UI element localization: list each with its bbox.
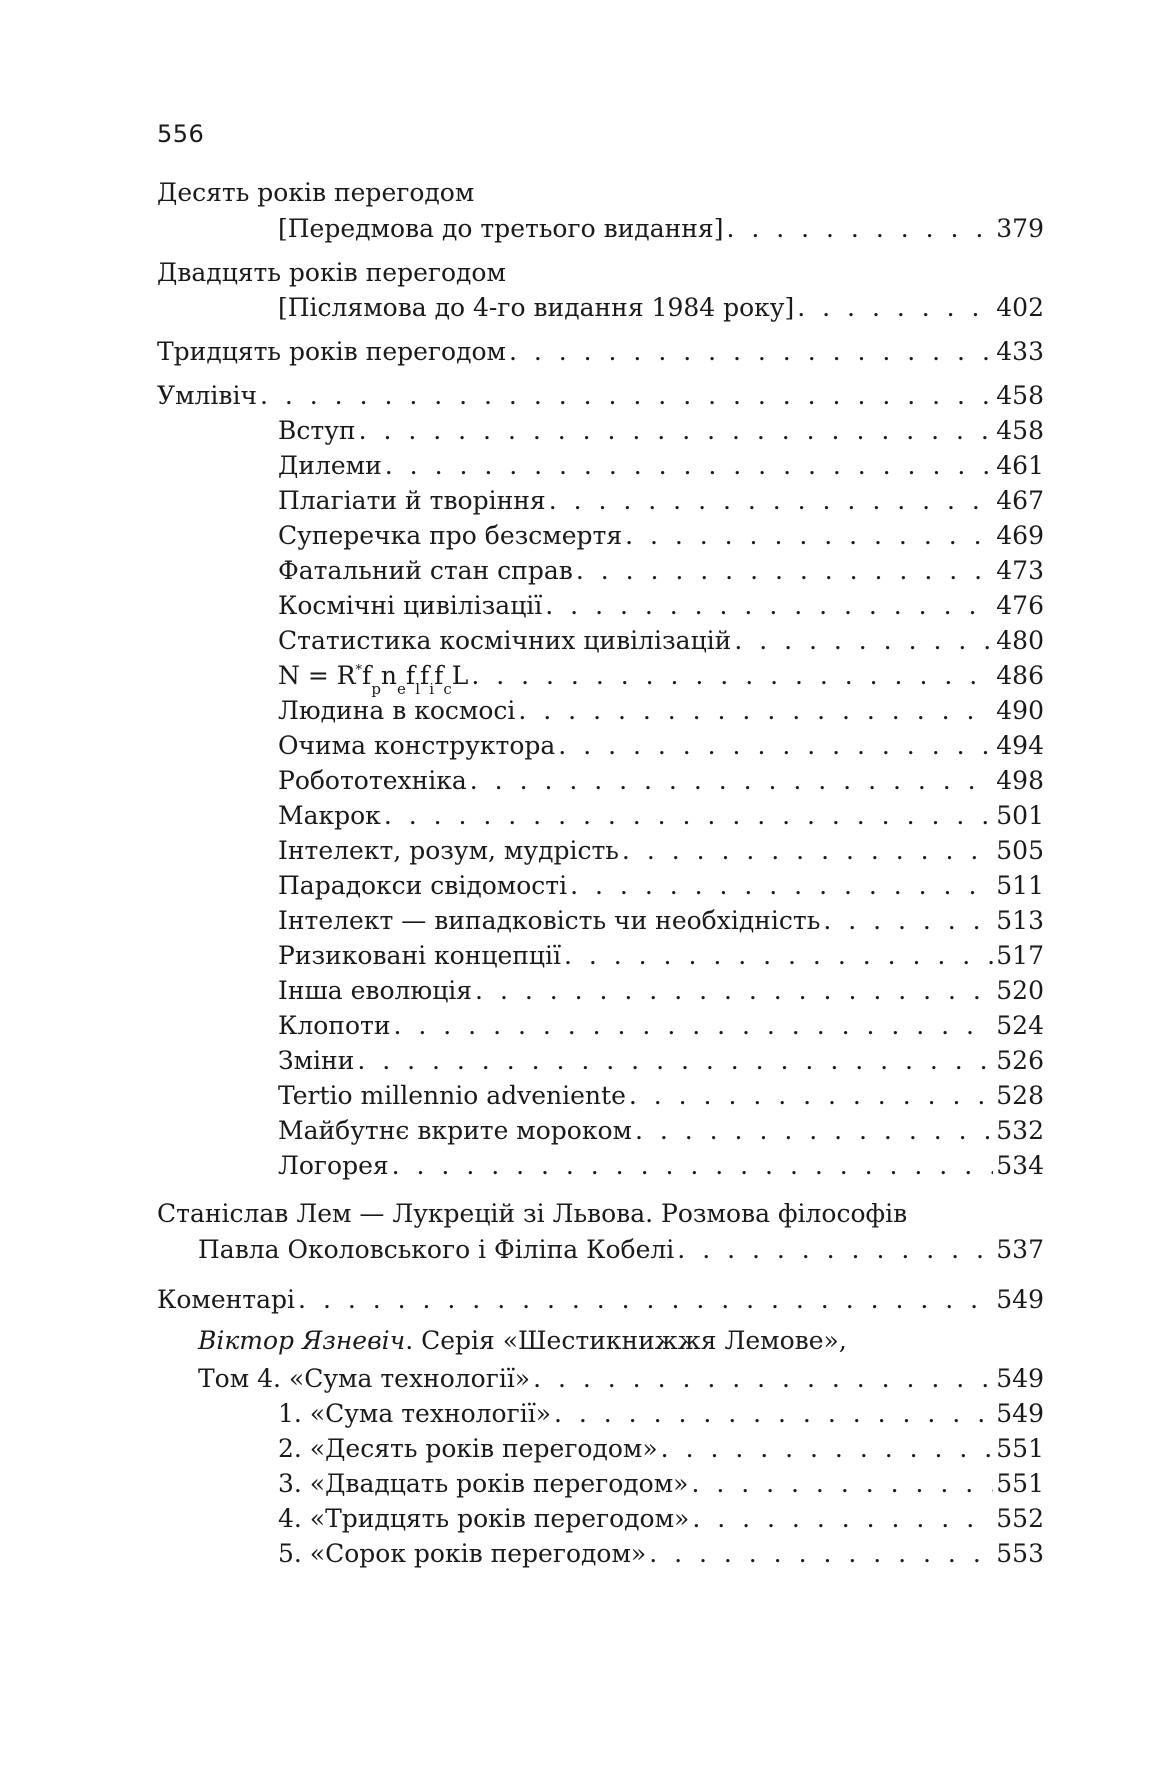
formula-part: f (362, 661, 372, 690)
toc-entry-page: 549 (996, 1285, 1044, 1314)
toc-comment-subentry[interactable] (278, 1469, 1044, 1499)
leader-dots (394, 1011, 994, 1041)
drake-formula (278, 661, 468, 696)
leader-dots (509, 337, 993, 367)
toc-subentry[interactable] (278, 801, 1044, 831)
toc-entry-page: 537 (996, 1235, 1044, 1264)
page-number: 556 (157, 120, 205, 148)
leader-dots (475, 976, 993, 1006)
formula-part: f (420, 661, 430, 690)
toc-entry-title: Тридцять років перегодом (157, 337, 506, 366)
leader-dots (635, 1116, 993, 1146)
formula-part: * (355, 663, 363, 678)
leader-dots (359, 416, 994, 446)
toc-subentry[interactable] (278, 976, 1044, 1006)
toc-entry-page: 486 (996, 661, 1044, 690)
toc-entry-title: 2. «Десять років перегодом» (278, 1434, 658, 1463)
leader-dots (549, 486, 994, 516)
toc-entry-page: 461 (996, 451, 1044, 480)
toc-subentry[interactable] (278, 836, 1044, 866)
formula-part: i (429, 680, 435, 698)
toc-entry-page: 458 (996, 416, 1044, 445)
toc-subentry[interactable] (278, 1151, 1044, 1181)
toc-entry-page: 552 (996, 1504, 1044, 1533)
toc-entry-title: Макрок (278, 801, 381, 830)
leader-dots (576, 556, 993, 586)
leader-dots (625, 521, 993, 551)
author-name: Віктор Язневіч (198, 1326, 406, 1355)
toc-entry-twenty-years[interactable] (278, 293, 1044, 323)
toc-entry-title: Космічні цивілізації (278, 591, 543, 620)
leader-dots (734, 626, 993, 656)
toc-subentry[interactable] (278, 416, 1044, 446)
leader-dots (385, 451, 994, 481)
leader-dots (797, 293, 993, 323)
toc-entry-page: 513 (996, 906, 1044, 935)
toc-entry-title: 3. «Двадцать років перегодом» (278, 1469, 689, 1498)
toc-entry-title: Парадокси свідомості (278, 871, 568, 900)
toc-entry-title: Логорея (278, 1151, 389, 1180)
toc-entry-page: 551 (996, 1434, 1044, 1463)
toc-entry-title: Інтелект, розум, мудрість (278, 836, 619, 865)
toc-entry-umlivich[interactable] (157, 381, 1044, 411)
toc-subentry[interactable] (278, 871, 1044, 901)
leader-dots (470, 766, 994, 796)
toc-entry-title: Коментарі (157, 1285, 296, 1314)
toc-entry-page: 501 (996, 801, 1044, 830)
leader-dots (691, 1469, 993, 1499)
leader-dots (629, 1081, 993, 1111)
toc-entry-title: Клопоти (278, 1011, 391, 1040)
toc-entry-page: 549 (996, 1364, 1044, 1393)
formula-part: p (371, 680, 381, 698)
toc-entry-page: 458 (996, 381, 1044, 410)
toc-subentry[interactable] (278, 1011, 1044, 1041)
toc-entry-page: 494 (996, 731, 1044, 760)
leader-dots (392, 1151, 994, 1181)
toc-entry-page: 467 (996, 486, 1044, 515)
leader-dots (677, 1235, 993, 1265)
leader-dots (570, 871, 993, 901)
toc-subentry[interactable] (278, 906, 1044, 936)
toc-entry-title: Людина в космосі (278, 696, 516, 725)
toc-entry-page: 480 (996, 626, 1044, 655)
leader-dots (622, 836, 993, 866)
toc-entry-page: 532 (996, 1116, 1044, 1145)
formula-part: L (451, 661, 469, 690)
formula-part: f (405, 661, 416, 690)
toc-heading-ten-years: Десять років перегодом (157, 178, 475, 207)
toc-entry-title: Майбутнє вкрите мороком (278, 1116, 632, 1145)
formula-part: n (380, 661, 398, 690)
toc-subentry[interactable] (278, 591, 1044, 621)
toc-entry-title: Ризиковані концепції (278, 941, 561, 970)
formula-part: l (415, 680, 420, 698)
leader-dots (298, 1285, 993, 1315)
toc-entry-thirty-years[interactable] (157, 337, 1044, 367)
toc-entry-title: 5. «Сорок років перегодом» (278, 1539, 647, 1568)
toc-subentry[interactable] (278, 1081, 1044, 1111)
toc-entry-title: Tertio millennio adveniente (278, 1081, 626, 1110)
formula-part: N = R (278, 661, 356, 690)
toc-subentry[interactable] (278, 626, 1044, 656)
toc-entry-page: 379 (996, 214, 1044, 243)
toc-entry-page: 505 (996, 836, 1044, 865)
formula-part: f (434, 661, 444, 690)
leader-dots (661, 1434, 994, 1464)
leader-dots (545, 591, 993, 621)
leader-dots (649, 1539, 993, 1569)
toc-entry-page: 528 (996, 1081, 1044, 1110)
toc-entry-title: Суперечка про безсмертя (278, 521, 623, 550)
toc-entry-title: Інша еволюція (278, 976, 473, 1005)
toc-heading-yaznevich (198, 1326, 847, 1356)
toc-subentry[interactable] (278, 1046, 1044, 1076)
toc-subentry[interactable] (278, 731, 1044, 761)
leader-dots (823, 906, 993, 936)
toc-subentry[interactable] (278, 696, 1044, 726)
toc-entry-page: 476 (996, 591, 1044, 620)
toc-entry-title: Очима конструктора (278, 731, 556, 760)
toc-entry-page: 520 (996, 976, 1044, 1005)
toc-entry-page: 498 (996, 766, 1044, 795)
leader-dots (518, 696, 993, 726)
toc-entry-lucretius[interactable] (198, 1235, 1044, 1265)
toc-subentry[interactable] (278, 1116, 1044, 1146)
toc-entry-title: Статистика космічних цивілізацій (278, 626, 732, 655)
toc-entry-comments[interactable] (157, 1285, 1044, 1315)
leader-dots (558, 731, 993, 761)
toc-entry-summa[interactable] (198, 1364, 1044, 1394)
toc-entry-page: 553 (996, 1539, 1044, 1568)
toc-entry-page: 526 (996, 1046, 1044, 1075)
toc-entry-title: [Післямова до 4-го видання 1984 року] (278, 293, 795, 322)
toc-entry-page: 551 (996, 1469, 1044, 1498)
toc-entry-page: 469 (996, 521, 1044, 550)
toc-subentry[interactable] (278, 521, 1044, 551)
toc-entry-title: Павла Околовського і Філіпа Кобелі (198, 1235, 675, 1264)
toc-entry-page: 517 (996, 941, 1044, 970)
toc-entry-page: 473 (996, 556, 1044, 585)
toc-entry-title: 4. «Тридцять років перегодом» (278, 1504, 690, 1533)
toc-entry-page: 549 (996, 1399, 1044, 1428)
leader-dots (533, 1364, 993, 1394)
toc-subentry-drake-formula[interactable] (278, 661, 1044, 696)
toc-entry-title: [Передмова до третього видання] (278, 214, 724, 243)
toc-entry-page: 402 (996, 293, 1044, 322)
leader-dots (692, 1504, 993, 1534)
leader-dots (564, 941, 993, 971)
formula-part: c (443, 680, 452, 698)
toc-entry-title: Дилеми (278, 451, 382, 480)
toc-entry-page: 524 (996, 1011, 1044, 1040)
toc-comment-subentry[interactable] (278, 1504, 1044, 1534)
toc-heading-lucretius: Станіслав Лем — Лукрецій зі Львова. Розмова філософів (157, 1199, 908, 1228)
toc-subentry[interactable] (278, 451, 1044, 481)
toc-entry-title: Фатальний стан справ (278, 556, 573, 585)
toc-entry-title: 1. «Сума технології» (278, 1399, 551, 1428)
toc-entry-title: Том 4. «Сума технології» (198, 1364, 531, 1393)
leader-dots (357, 1046, 993, 1076)
toc-comment-subentry[interactable] (278, 1539, 1044, 1569)
leader-dots (726, 214, 993, 244)
leader-dots (384, 801, 993, 831)
toc-entry-title: Робототехніка (278, 766, 467, 795)
series-title: . Серія «Шестикнижжя Лемове», (405, 1326, 847, 1355)
formula-part: e (397, 680, 406, 698)
toc-subentry[interactable] (278, 941, 1044, 971)
toc-entry-page: 433 (996, 337, 1044, 366)
leader-dots (260, 381, 993, 411)
toc-entry-title: Плагіати й творіння (278, 486, 546, 515)
toc-comment-subentry[interactable] (278, 1434, 1044, 1464)
toc-entry-page: 534 (996, 1151, 1044, 1180)
toc-subentry[interactable] (278, 766, 1044, 796)
leader-dots (471, 661, 993, 691)
leader-dots (554, 1399, 993, 1429)
toc-comment-subentry[interactable] (278, 1399, 1044, 1429)
toc-entry-ten-years[interactable] (278, 214, 1044, 244)
toc-subentry[interactable] (278, 486, 1044, 516)
toc-entry-title: Зміни (278, 1046, 355, 1075)
toc-entry-page: 511 (996, 871, 1044, 900)
toc-entry-page: 490 (996, 696, 1044, 725)
toc-entry-title: Умлівіч (157, 381, 257, 410)
toc-subentry[interactable] (278, 556, 1044, 586)
toc-entry-title: Вступ (278, 416, 356, 445)
toc-heading-twenty-years: Двадцять років перегодом (157, 258, 506, 287)
toc-entry-title: Інтелект — випадковість чи необхідність (278, 906, 821, 935)
